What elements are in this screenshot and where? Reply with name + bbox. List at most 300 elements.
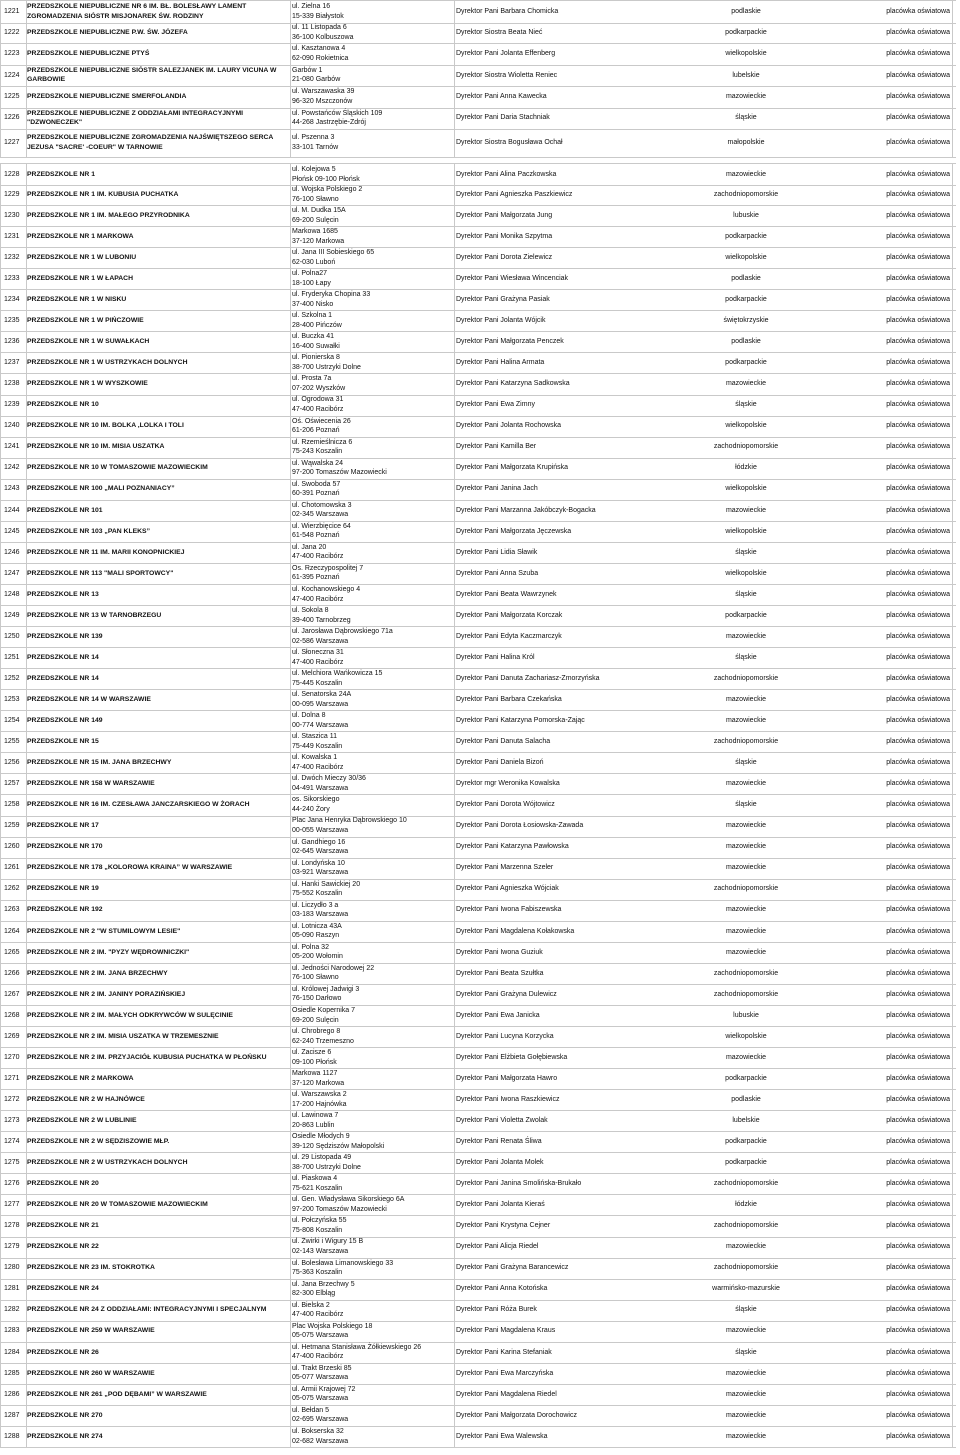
column-divider (26, 773, 27, 794)
column-divider (454, 43, 455, 64)
voivodeship: śląskie (735, 401, 757, 409)
director: Dyrektor Pani Danuta Salacha (456, 738, 551, 746)
column-divider (952, 479, 953, 500)
address-city: 03-921 Warszawa (292, 869, 349, 877)
column-divider (0, 1068, 1, 1089)
column-divider (952, 1152, 953, 1173)
director: Dyrektor Pani Jolanta Effenberg (456, 50, 556, 58)
column-divider (0, 1321, 1, 1342)
director: Dyrektor Pani Lucyna Korzycka (456, 1032, 554, 1040)
column-divider (454, 395, 455, 416)
address-city: 96-320 Mszczonów (292, 97, 353, 105)
column-divider (290, 689, 291, 710)
institution-name: PRZEDSZKOLE NR 158 W WARSZAWIE (27, 780, 155, 788)
director: Dyrektor Pani Małgorzata Korczak (456, 611, 563, 619)
institution-type: placówka oświatowa (886, 422, 950, 430)
column-divider (26, 563, 27, 584)
column-divider (26, 1300, 27, 1321)
column-divider (952, 1047, 953, 1068)
column-divider (0, 268, 1, 289)
address-city: 39-400 Tarnobrzeg (292, 616, 351, 624)
column-divider (952, 1258, 953, 1279)
address-street: ul. M. Dudka 15A (292, 207, 346, 215)
table-row (0, 858, 956, 880)
institution-name: PRZEDSZKOLE NR 259 W WARSZAWIE (27, 1327, 155, 1335)
column-divider (290, 1173, 291, 1194)
address (292, 984, 452, 1005)
column-divider (952, 521, 953, 542)
address (292, 22, 452, 43)
row-number: 1258 (4, 801, 20, 809)
column-divider (0, 563, 1, 584)
column-divider (454, 1300, 455, 1321)
institution-name: PRZEDSZKOLE NR 23 IM. STOKROTKA (27, 1264, 155, 1272)
table-row (0, 43, 956, 65)
director: Dyrektor Pani Dorota Zielewicz (456, 253, 553, 261)
column-divider (290, 1152, 291, 1173)
column-divider (290, 500, 291, 521)
address-city: 47-400 Racibórz (292, 595, 344, 603)
institution-type: placówka oświatowa (886, 50, 950, 58)
voivodeship: wielkopolskie (725, 1032, 767, 1040)
column-divider (0, 605, 1, 626)
column-divider (290, 310, 291, 331)
address-city: 61-206 Poznań (292, 427, 340, 435)
table-row (0, 1068, 956, 1090)
column-divider (0, 289, 1, 310)
table-row (0, 1047, 956, 1069)
address-city: 82-300 Elbląg (292, 1290, 336, 1298)
voivodeship: mazowieckie (725, 1369, 767, 1377)
column-divider (952, 879, 953, 900)
address-street: ul. Wierzbięcice 64 (292, 522, 351, 530)
table-row (0, 129, 956, 158)
row-number: 1248 (4, 590, 20, 598)
director: Dyrektor Pani Renata Śliwa (456, 1138, 542, 1146)
voivodeship: wielkopolskie (725, 422, 767, 430)
column-divider (0, 65, 1, 86)
director: Dyrektor Pani Halina Armata (456, 359, 545, 367)
column-divider (26, 205, 27, 226)
director: Dyrektor Pani Dorota Łosiowska-Zawada (456, 822, 584, 830)
address-city: 36-100 Kolbuszowa (292, 33, 354, 41)
column-divider (26, 584, 27, 605)
row-number: 1281 (4, 1285, 20, 1293)
column-divider (26, 900, 27, 921)
voivodeship: mazowieckie (725, 1243, 767, 1251)
address-street: ul. Bielska 2 (292, 1301, 330, 1309)
institution-type: placówka oświatowa (886, 1390, 950, 1398)
column-divider (290, 1005, 291, 1026)
table-row (0, 226, 956, 248)
institution-name: PRZEDSZKOLE NR 139 (27, 632, 103, 640)
column-divider (26, 795, 27, 816)
address (292, 837, 452, 858)
column-divider (26, 1, 27, 23)
institution-type: placówka oświatowa (886, 485, 950, 493)
column-divider (454, 289, 455, 310)
column-divider (0, 1, 1, 23)
row-number: 1236 (4, 338, 20, 346)
institution-name: PRZEDSZKOLE NR 2 W USTRZYKACH DOLNYCH (27, 1159, 188, 1167)
address-city: 07-202 Wyszków (292, 385, 346, 393)
column-divider (454, 773, 455, 794)
address (292, 1237, 452, 1258)
institution-type: placówka oświatowa (886, 569, 950, 577)
column-divider (0, 500, 1, 521)
voivodeship: warmińsko-mazurskie (712, 1285, 780, 1293)
column-divider (26, 626, 27, 647)
institution-type: placówka oświatowa (886, 380, 950, 388)
director: Dyrektor Pani Violetta Zwolak (456, 1116, 548, 1124)
column-divider (454, 1005, 455, 1026)
table-row (0, 752, 956, 774)
address (292, 1384, 452, 1405)
address-street: ul. Jedności Narodowej 22 (292, 964, 375, 972)
column-divider (0, 1131, 1, 1152)
address (292, 1426, 452, 1447)
institution-name: PRZEDSZKOLE NR 2 "W STUMILOWYM LESIE" (27, 927, 181, 935)
column-divider (26, 710, 27, 731)
institution-name: PRZEDSZKOLE NR 170 (27, 843, 103, 851)
column-divider (952, 310, 953, 331)
column-divider (0, 1152, 1, 1173)
institution-name: PRZEDSZKOLE NR 11 IM. MARII KONOPNICKIEJ (27, 548, 185, 556)
address-street: ul. Gen. Władysława Sikorskiego 6A (292, 1196, 405, 1204)
table-row (0, 1342, 956, 1364)
address-street: ul. Jarosława Dąbrowskiego 71a (292, 628, 393, 636)
address (292, 605, 452, 626)
address-city: 00-055 Warszawa (292, 827, 349, 835)
voivodeship: zachodniopomorskie (713, 990, 779, 998)
address (292, 710, 452, 731)
director: Dyrektor Pani Dorota Wójtowicz (456, 801, 555, 809)
column-divider (952, 942, 953, 963)
voivodeship: śląskie (735, 801, 757, 809)
row-number: 1247 (4, 569, 20, 577)
address (292, 500, 452, 521)
institution-name: PRZEDSZKOLE NR 13 (27, 590, 99, 598)
institution-type: placówka oświatowa (886, 1032, 950, 1040)
address-street: ul. Zielna 16 (292, 3, 331, 11)
table-row (0, 458, 956, 480)
address (292, 437, 452, 458)
column-divider (454, 247, 455, 268)
institution-name: PRZEDSZKOLE NR 103 „PAN KLEKS” (27, 527, 150, 535)
column-divider (0, 1194, 1, 1215)
address (292, 542, 452, 563)
column-divider (454, 1321, 455, 1342)
institution-name: PRZEDSZKOLE NR 22 (27, 1243, 99, 1251)
table-row (0, 1173, 956, 1195)
address-city: 75-621 Koszalin (292, 1184, 343, 1192)
row-number: 1254 (4, 717, 20, 725)
institution-type: placówka oświatowa (886, 1432, 950, 1440)
column-divider (290, 1110, 291, 1131)
column-divider (952, 86, 953, 107)
column-divider (0, 1363, 1, 1384)
column-divider (454, 108, 455, 129)
column-divider (290, 247, 291, 268)
address-city: 02-695 Warszawa (292, 1416, 349, 1424)
column-divider (952, 1300, 953, 1321)
institution-name: PRZEDSZKOLE NR 24 (27, 1285, 99, 1293)
column-divider (0, 129, 1, 157)
address-city: 21-080 Garbów (292, 76, 341, 84)
row-number: 1285 (4, 1369, 20, 1377)
director: Dyrektor Pani Janina Smolińska-Brukało (456, 1180, 582, 1188)
column-divider (26, 184, 27, 205)
column-divider (454, 900, 455, 921)
institution-name: PRZEDSZKOLE NR 2 IM. JANA BRZECHWY (27, 969, 168, 977)
table-row (0, 521, 956, 543)
address (292, 1216, 452, 1237)
column-divider (0, 331, 1, 352)
address-street: ul. Kochanowskiego 4 (292, 585, 361, 593)
column-divider (952, 1321, 953, 1342)
column-divider (0, 479, 1, 500)
institution-type: placówka oświatowa (886, 527, 950, 535)
director: Dyrektor Pani Marzanna Jakóbczyk-Bogacka (456, 506, 596, 514)
address-city: 37-120 Markowa (292, 1079, 345, 1087)
director: Dyrektor Pani Anna Kotońska (456, 1285, 548, 1293)
voivodeship: mazowieckie (725, 843, 767, 851)
table-row (0, 1216, 956, 1238)
institution-type: placówka oświatowa (886, 1243, 950, 1251)
column-divider (290, 879, 291, 900)
column-divider (952, 43, 953, 64)
column-divider (290, 668, 291, 689)
address-street: ul. Bokserska 32 (292, 1427, 344, 1435)
column-divider (290, 205, 291, 226)
address-city: 02-645 Warszawa (292, 848, 349, 856)
address-street: ul. Dolna 8 (292, 712, 326, 720)
address-city: 97-200 Tomaszów Mazowiecki (292, 469, 387, 477)
address-city: 47-400 Racibórz (292, 1311, 344, 1319)
director: Dyrektor Pani Katarzyna Sadkowska (456, 380, 570, 388)
address-street: ul. Buczka 41 (292, 333, 335, 341)
institution-type: placówka oświatowa (886, 843, 950, 851)
row-number: 1266 (4, 969, 20, 977)
table-row (0, 1405, 956, 1427)
column-divider (26, 1005, 27, 1026)
column-divider (290, 437, 291, 458)
column-divider (290, 1258, 291, 1279)
column-divider (952, 1173, 953, 1194)
table-row (0, 437, 956, 459)
column-divider (454, 647, 455, 668)
address-street: ul. Zacisze 6 (292, 1049, 332, 1057)
column-divider (0, 1216, 1, 1237)
address-street: ul. Rzemieślnicza 6 (292, 438, 353, 446)
table-row (0, 0, 956, 24)
column-divider (290, 331, 291, 352)
address (292, 1, 452, 23)
column-divider (454, 1110, 455, 1131)
institution-type: placówka oświatowa (886, 801, 950, 809)
table-row (0, 205, 956, 227)
address (292, 647, 452, 668)
director: Dyrektor Pani Janina Jach (456, 485, 538, 493)
institution-name: PRZEDSZKOLE NR 1 MARKOWA (27, 232, 134, 240)
column-divider (290, 43, 291, 64)
table-row (0, 795, 956, 817)
column-divider (26, 1026, 27, 1047)
director: Dyrektor Pani Magdalena Riedel (456, 1390, 557, 1398)
column-divider (454, 310, 455, 331)
column-divider (454, 22, 455, 43)
column-divider (0, 1026, 1, 1047)
column-divider (290, 289, 291, 310)
institution-name: PRZEDSZKOLE NR 1 W WYSZKOWIE (27, 380, 148, 388)
address (292, 752, 452, 773)
row-number: 1243 (4, 485, 20, 493)
address-street: Osiedle Kopernika 7 (292, 1006, 356, 1014)
voivodeship: podkarpackie (725, 611, 767, 619)
director: Dyrektor Pani Alicja Riedel (456, 1243, 539, 1251)
column-divider (454, 542, 455, 563)
column-divider (0, 205, 1, 226)
column-divider (952, 605, 953, 626)
institution-type: placówka oświatowa (886, 759, 950, 767)
institution-name: PRZEDSZKOLE NR 101 (27, 506, 103, 514)
column-divider (952, 395, 953, 416)
director: Dyrektor Siostra Beata Nieć (456, 28, 543, 36)
column-divider (290, 1089, 291, 1110)
row-number: 1276 (4, 1180, 20, 1188)
row-number: 1249 (4, 611, 20, 619)
column-divider (952, 1405, 953, 1426)
column-divider (952, 129, 953, 157)
column-divider (0, 310, 1, 331)
institution-type: placówka oświatowa (886, 170, 950, 178)
row-number: 1223 (4, 50, 20, 58)
table-row (0, 1384, 956, 1406)
voivodeship: mazowieckie (725, 1327, 767, 1335)
column-divider (26, 984, 27, 1005)
institution-name: PRZEDSZKOLE NR 274 (27, 1432, 103, 1440)
column-divider (26, 374, 27, 395)
voivodeship: zachodniopomorskie (713, 1180, 779, 1188)
director: Dyrektor Pani Elżbieta Gołębiewska (456, 1053, 568, 1061)
column-divider (952, 1216, 953, 1237)
director: Dyrektor Pani Małgorzata Jęczewska (456, 527, 572, 535)
voivodeship: wielkopolskie (725, 569, 767, 577)
column-divider (26, 647, 27, 668)
address-street: ul. Fryderyka Chopina 33 (292, 291, 371, 299)
voivodeship: świętokrzyskie (723, 317, 769, 325)
address-street: ul. Chotomowska 3 (292, 501, 352, 509)
address-street: ul. Jana III Sobieskiego 65 (292, 249, 375, 257)
column-divider (454, 1426, 455, 1447)
address-street: ul. Sokola 8 (292, 606, 329, 614)
address-city: 47-400 Racibórz (292, 658, 344, 666)
column-divider (454, 752, 455, 773)
column-divider (26, 129, 27, 157)
column-divider (290, 1321, 291, 1342)
institution-name: PRZEDSZKOLE NR 15 IM. JANA BRZECHWY (27, 759, 172, 767)
institution-name: PRZEDSZKOLE NIEPUBLICZNE NR 6 IM. BŁ. BOLESŁAWY LAMENT ZGROMADZENIA SIÓSTR MISJONAREK ŚW. RODZINY (27, 3, 247, 20)
column-divider (26, 1342, 27, 1363)
column-divider (26, 921, 27, 942)
column-divider (290, 458, 291, 479)
director: Dyrektor Pani Lidia Sławik (456, 548, 538, 556)
column-divider (454, 668, 455, 689)
column-divider (290, 268, 291, 289)
column-divider (26, 310, 27, 331)
director: Dyrektor Pani Jolanta Rochowska (456, 422, 562, 430)
address (292, 416, 452, 437)
table-row (0, 1152, 956, 1174)
institution-type: placówka oświatowa (886, 274, 950, 282)
address-street: os. Sikorskiego (292, 796, 340, 804)
address-street: ul. Hetmana Stanisława Żółkiewskiego 26 (292, 1343, 422, 1351)
column-divider (454, 963, 455, 984)
column-divider (26, 731, 27, 752)
address-street: ul. Senatorska 24A (292, 691, 352, 699)
voivodeship: wielkopolskie (725, 485, 767, 493)
row-number: 1286 (4, 1390, 20, 1398)
voivodeship: śląskie (735, 1306, 757, 1314)
institution-type: placówka oświatowa (886, 885, 950, 893)
address (292, 1194, 452, 1215)
column-divider (454, 226, 455, 247)
address-street: ul. Swoboda 57 (292, 480, 341, 488)
column-divider (26, 837, 27, 858)
table-row (0, 416, 956, 438)
column-divider (454, 521, 455, 542)
address-street: Os. Rzeczypospolitej 7 (292, 564, 364, 572)
column-divider (26, 752, 27, 773)
column-divider (26, 1258, 27, 1279)
column-divider (454, 268, 455, 289)
director: Dyrektor Pani Marzenna Szeler (456, 864, 554, 872)
column-divider (290, 374, 291, 395)
address (292, 205, 452, 226)
address (292, 1026, 452, 1047)
row-number: 1235 (4, 317, 20, 325)
director: Dyrektor Pani Barbara Czekańska (456, 695, 562, 703)
column-divider (952, 963, 953, 984)
voivodeship: zachodniopomorskie (713, 443, 779, 451)
address-city: 76-150 Darłowo (292, 995, 342, 1003)
table-row (0, 942, 956, 964)
column-divider (26, 942, 27, 963)
column-divider (290, 395, 291, 416)
table-row (0, 816, 956, 838)
institution-type: placówka oświatowa (886, 1159, 950, 1167)
address-street: Plac Jana Henryka Dąbrowskiego 10 (292, 817, 407, 825)
director: Dyrektor Pani Anna Kawecka (456, 93, 547, 101)
column-divider (454, 921, 455, 942)
column-divider (952, 1110, 953, 1131)
row-number: 1257 (4, 780, 20, 788)
table-row (0, 563, 956, 585)
column-divider (0, 731, 1, 752)
address-city: 61-395 Poznań (292, 574, 340, 582)
institution-type: placówka oświatowa (886, 359, 950, 367)
column-divider (26, 1131, 27, 1152)
column-divider (290, 1279, 291, 1300)
column-divider (290, 1342, 291, 1363)
column-divider (952, 226, 953, 247)
row-number: 1238 (4, 380, 20, 388)
director: Dyrektor Pani Katarzyna Pomorska-Zając (456, 717, 585, 725)
column-divider (454, 710, 455, 731)
address-city: 05-090 Raszyn (292, 932, 340, 940)
row-number: 1288 (4, 1432, 20, 1440)
column-divider (952, 1005, 953, 1026)
